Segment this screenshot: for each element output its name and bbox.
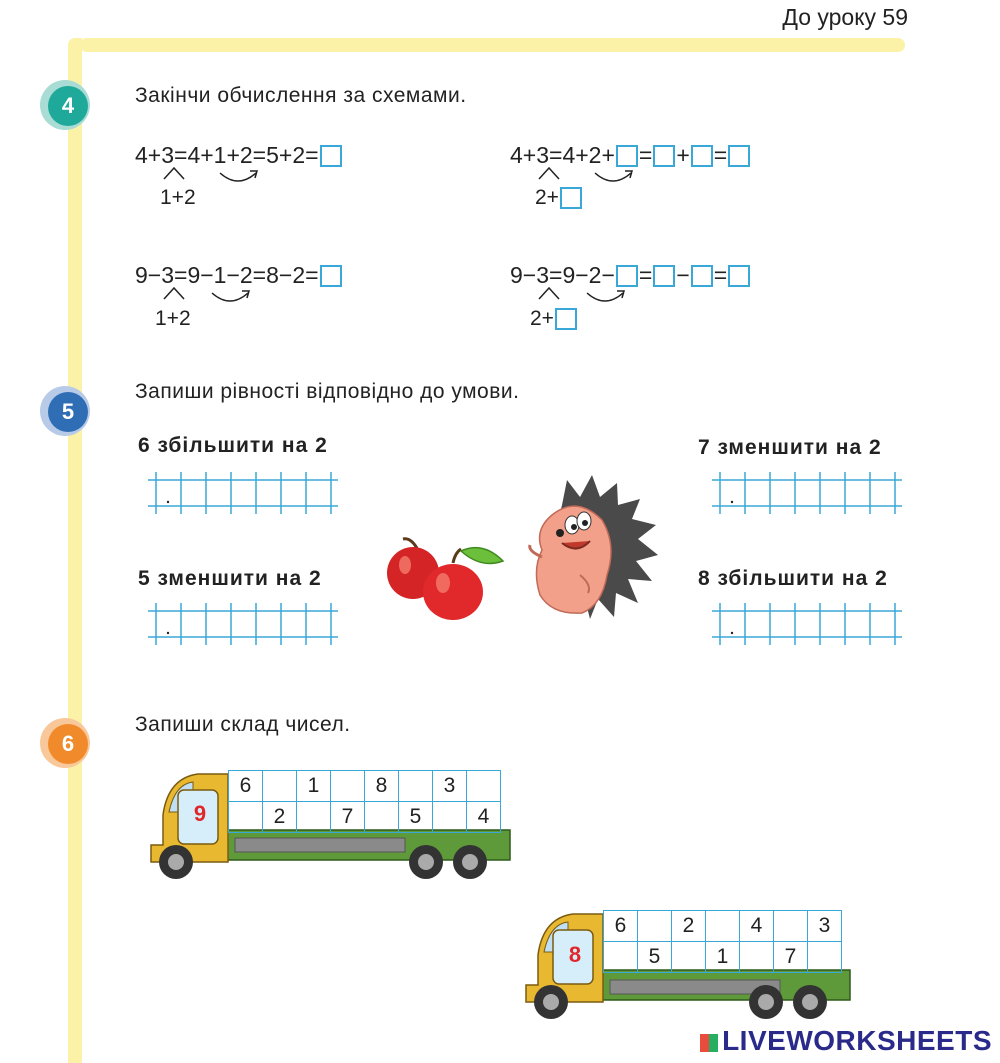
op-eq: = [638, 262, 653, 288]
task-6-title: Запиши склад чисел. [135, 713, 351, 736]
answer-grid[interactable] [712, 603, 902, 645]
answer-grid[interactable] [148, 472, 338, 514]
task-6-badge: 6 [48, 724, 88, 764]
condition-label: 5 зменшити на 2 [138, 567, 322, 590]
expression-text: 4+3=4+2+ [510, 142, 615, 168]
answer-box[interactable] [653, 145, 675, 167]
expression-text: 9−3=9−1−2=8−2= [135, 262, 319, 288]
truck-2-number: 8 [568, 942, 582, 967]
answer-grid[interactable] [712, 472, 902, 514]
task-5-title: Запиши рівності відповідно до умови. [135, 380, 520, 403]
lesson-label: До уроку 59 [782, 4, 908, 30]
scheme-sub-text: 2+ [530, 307, 554, 330]
table-cell[interactable]: 5 [399, 802, 433, 833]
page-frame-side [68, 38, 82, 1063]
condition-label: 8 збільшити на 2 [698, 567, 888, 590]
scheme-sub [530, 307, 578, 331]
scheme-sub [535, 186, 583, 210]
scheme-sub: 1+2 [155, 307, 191, 330]
condition-label: 6 збільшити на 2 [138, 434, 328, 457]
table-cell[interactable]: 3 [433, 771, 467, 802]
table-cell[interactable]: 3 [808, 911, 842, 942]
table-cell[interactable] [433, 802, 467, 833]
op-plus: + [676, 142, 690, 168]
op-eq: = [713, 142, 728, 168]
op-eq: = [638, 142, 653, 168]
table-cell[interactable] [774, 911, 808, 942]
table-cell[interactable] [672, 942, 706, 973]
task-5-badge: 5 [48, 392, 88, 432]
table-cell[interactable] [638, 911, 672, 942]
table-cell[interactable]: 1 [706, 942, 740, 973]
answer-box[interactable] [320, 145, 342, 167]
table-cell[interactable]: 8 [365, 771, 399, 802]
table-cell[interactable]: 6 [604, 911, 638, 942]
answer-box[interactable] [560, 187, 582, 209]
task-4-badge: 4 [48, 86, 88, 126]
answer-box[interactable] [728, 145, 750, 167]
answer-box[interactable] [691, 265, 713, 287]
truck-1-number: 9 [193, 801, 207, 826]
table-cell[interactable] [467, 771, 501, 802]
op-minus: − [676, 262, 690, 288]
answer-box[interactable] [653, 265, 675, 287]
answer-box[interactable] [555, 308, 577, 330]
table-cell[interactable]: 5 [638, 942, 672, 973]
answer-box[interactable] [728, 265, 750, 287]
hedgehog-illustration [522, 475, 662, 625]
liveworksheets-watermark [700, 1025, 992, 1057]
truck-2-number-table [603, 910, 842, 973]
answer-box[interactable] [616, 145, 638, 167]
answer-grid[interactable] [148, 603, 338, 645]
op-eq: = [713, 262, 728, 288]
table-cell[interactable] [297, 802, 331, 833]
truck-1-number-table [228, 770, 501, 833]
table-cell[interactable] [263, 771, 297, 802]
table-cell[interactable] [706, 911, 740, 942]
table-cell[interactable]: 1 [297, 771, 331, 802]
table-cell[interactable] [808, 942, 842, 973]
task-4-title: Закінчи обчислення за схемами. [135, 84, 467, 107]
liveworksheets-logo-icon [700, 1034, 718, 1052]
answer-box[interactable] [616, 265, 638, 287]
table-cell[interactable] [331, 771, 365, 802]
table-cell[interactable] [365, 802, 399, 833]
table-cell[interactable]: 4 [467, 802, 501, 833]
answer-box[interactable] [320, 265, 342, 287]
table-cell[interactable]: 4 [740, 911, 774, 942]
table-cell[interactable] [740, 942, 774, 973]
table-cell[interactable]: 6 [229, 771, 263, 802]
table-cell[interactable]: 7 [774, 942, 808, 973]
scheme-sub: 1+2 [160, 186, 196, 209]
table-cell[interactable]: 2 [672, 911, 706, 942]
expression-text: 4+3=4+1+2=5+2= [135, 142, 319, 168]
expression-text: 9−3=9−2− [510, 262, 615, 288]
table-cell[interactable] [604, 942, 638, 973]
table-cell[interactable] [399, 771, 433, 802]
answer-box[interactable] [691, 145, 713, 167]
scheme-sub-text: 2+ [535, 186, 559, 209]
watermark-text: LIVEWORKSHEETS [722, 1025, 992, 1056]
table-cell[interactable]: 7 [331, 802, 365, 833]
apples-illustration [383, 535, 513, 625]
page-frame-top [80, 38, 905, 52]
table-cell[interactable]: 2 [263, 802, 297, 833]
table-cell[interactable] [229, 802, 263, 833]
condition-label: 7 зменшити на 2 [698, 436, 882, 459]
